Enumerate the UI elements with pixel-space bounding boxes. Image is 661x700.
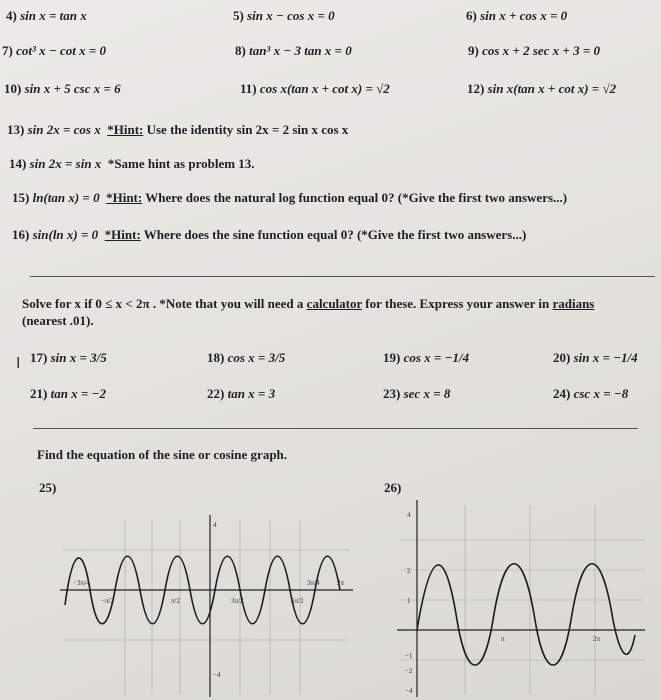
problem-6: 6) sin x + cos x = 0: [466, 8, 568, 23]
x-tick-label: 2π: [337, 579, 345, 587]
x-tick-label: 3π/2: [231, 597, 244, 605]
x-tick-label: 2π: [593, 635, 601, 643]
problem-9: 9) cos x + 2 sec x + 3 = 0: [468, 43, 600, 58]
problem-13: 13) sin 2x = cos x *Hint: Use the identity sin 2x = 2 sin x cos x: [7, 122, 349, 137]
section-divider-2: [33, 428, 638, 429]
problem-21: 21) tan x = −2: [30, 386, 106, 401]
problem-17: 17) sin x = 3/5: [30, 350, 107, 365]
cosine-curve: [417, 564, 635, 665]
y-tick-label: −1: [405, 652, 413, 660]
graph-25-label: 25): [39, 480, 57, 495]
y-tick-label: −2: [405, 667, 413, 675]
y-tick-label: 1: [407, 597, 411, 605]
graph-26-label: 26): [384, 480, 402, 495]
x-tick-label: π/2: [171, 597, 180, 605]
y-tick-label: 4: [407, 511, 411, 519]
x-tick-label: 5π/2: [291, 597, 304, 605]
x-tick-label: −π/2: [101, 597, 114, 605]
x-tick-label: −3π/4: [73, 579, 90, 587]
x-tick-label: π: [501, 635, 505, 643]
text-cursor-icon: I: [16, 354, 21, 372]
problem-4: 4) sin x = tan x: [6, 8, 87, 23]
problem-18: 18) cos x = 3/5: [207, 350, 286, 365]
problem-14: 14) sin 2x = sin x *Same hint as problem 13.: [9, 156, 255, 171]
problem-8: 8) tan³ x − 3 tan x = 0: [235, 43, 352, 58]
section2-instruction-precision: (nearest .01).: [22, 313, 94, 328]
x-tick-label: 3π/4: [307, 579, 320, 587]
problem-20: 20) sin x = −1/4: [553, 350, 638, 365]
section3-instruction: Find the equation of the sine or cosine graph.: [37, 447, 288, 462]
y-tick-label: −4: [213, 671, 221, 679]
problem-24: 24) csc x = −8: [553, 386, 629, 401]
problem-23: 23) sec x = 8: [383, 386, 451, 401]
problem-5: 5) sin x − cos x = 0: [233, 8, 335, 23]
problem-7: 7) cot³ x − cot x = 0: [2, 43, 107, 58]
problem-10: 10) sin x + 5 csc x = 6: [4, 81, 121, 96]
problem-15: 15) ln(tan x) = 0 *Hint: Where does the natural log function equal 0? (*Give the first two answers...): [12, 190, 568, 205]
problem-12: 12) sin x(tan x + cot x) = √2: [467, 81, 617, 96]
problem-16: 16) sin(ln x) = 0 *Hint: Where does the sine function equal 0? (*Give the first two answers...): [12, 227, 527, 242]
y-tick-label: 4: [213, 521, 217, 529]
y-tick-label: −4: [405, 687, 413, 695]
graph-25: [55, 505, 355, 700]
section-divider: [30, 276, 655, 277]
problem-22: 22) tan x = 3: [207, 386, 276, 401]
section2-instruction: Solve for x if 0 ≤ x < 2π . *Note that you will need a calculator for these. Express your answer in radians: [22, 296, 595, 311]
problem-11: 11) cos x(tan x + cot x) = √2: [240, 81, 390, 96]
graph-26: [395, 495, 650, 700]
problem-19: 19) cos x = −1/4: [383, 350, 470, 365]
y-tick-label: 2: [407, 567, 411, 575]
